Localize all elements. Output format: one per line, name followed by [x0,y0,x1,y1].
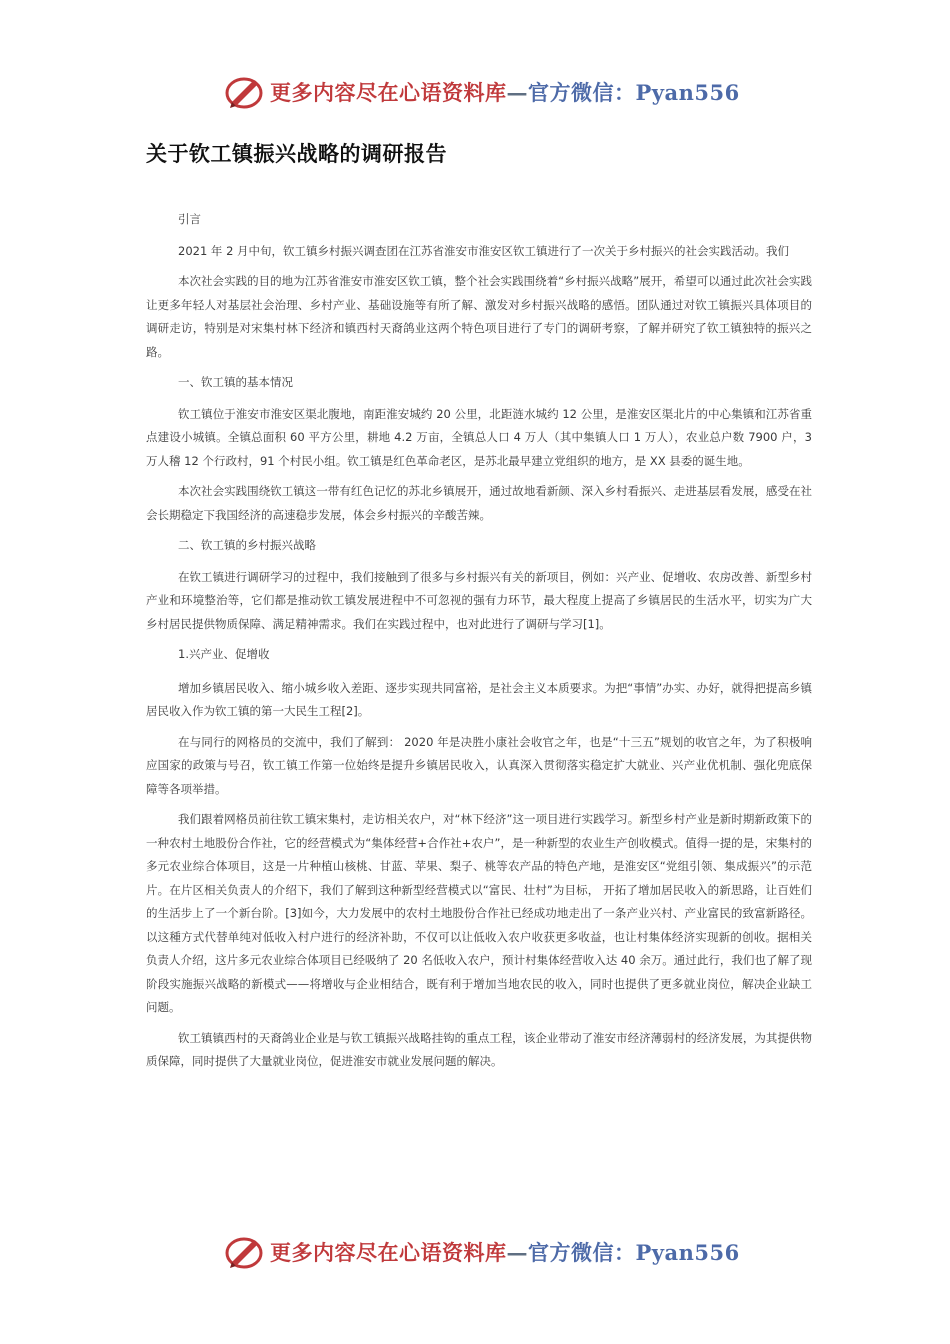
paragraph: 增加乡镇居民收入、缩小城乡收入差距、逐步实现共同富裕，是社会主义本质要求。为把“事情”办实、办好，就得把提高乡镇居民收入作为钦工镇的第一大民生工程[2]。 [146,680,812,718]
banner-separator: — [506,1240,528,1265]
paragraph: 本次社会实践的目的地为江苏省淮安市淮安区钦工镇，整个社会实践围绕着“乡村振兴战略”展开，希望可以通过此次社会实践让更多年轻人对基层社会治理、乡村产业、基础设施等有所了解、激发对乡村振兴战略的感悟。团队通过对钦工镇振兴具体项目的调研走访，特别是对宋集村林下经济和镇西村天裔鸽业这两个特色项目进行了专门的调研考察，了解并研究了钦工镇独特的振兴之路。 [146,274,812,359]
pen-logo-icon [222,72,266,112]
paragraph: 我们跟着网格员前往钦工镇宋集村，走访相关农户，对“林下经济”这一项目进行实践学习。新型乡村产业是新时期新政策下的一种农村土地股份合作社，它的经营模式为“集体经营+合作社+农户”，是一种新型的农业生产创收模式。值得一提的是，宋集村的多元农业综合体项目，这是一片种植山核桃、甘蓝、苹果、梨子、桃等农产品的特色产地，是淮安区“党组引领、集成振兴”的示范片。在片区相关负责人的介绍下，我们了解到这种新型经营模式以“富民、壮村”为目标， 开拓了增加居民收入的新思路，让百姓们的生活步上了一个新台阶。[3]如今，大力发展中的农村土地股份合作社已经成功地走出了一条产业兴村、产业富民的致富新路径。以这種方式代替单纯对低收入村户进行的经济补助，不仅可以让低收入农户收获更多收益，也让村集体经济实现新的创收。据相关负责人介绍，这片多元农业综合体项目已经吸纳了 20 名低收入农户，预计村集体经营收入达 40 余万。通过此行，我们也了解了现阶段实施振兴战略的新模式——将增收与企业相结合，既有利于增加当地农民的收入，同时也提供了更多就业岗位，解决企业缺工问题。 [146,812,812,1014]
banner-wechat-text: 官方微信：Pyan556 [528,1240,740,1265]
banner-main-text: 更多内容尽在心语资料库 [270,80,507,105]
paragraph: 在与同行的网格员的交流中，我们了解到： 2020 年是决胜小康社会收官之年，也是“十三五”规划的收官之年，为了积极响应国家的政策与号召，钦工镇工作第一位始终是提升乡镇居民收入，认真深入贯彻落实稳定扩大就业、兴产业优机制、强化兜底保障等各项举措。 [146,734,812,796]
banner-main-text: 更多内容尽在心语资料库 [270,1240,507,1265]
paragraph: 本次社会实践围绕钦工镇这一带有红色记忆的苏北乡镇展开，通过故地看新颜、深入乡村看振兴、走进基层看发展，感受在社会长期稳定下我国经济的高速稳步发展，体会乡村振兴的辛酸苦辣。 [146,484,812,522]
section-heading-intro: 引言 [178,212,201,226]
header-banner [222,72,740,112]
banner-text [270,77,740,107]
subsection-heading: 1.兴产业、促增收 [178,647,270,661]
pen-logo-icon [222,1232,266,1272]
document-body [146,208,812,1081]
paragraph: 钦工镇镇西村的天裔鸽业企业是与钦工镇振兴战略挂钩的重点工程，该企业带动了淮安市经济薄弱村的经济发展，为其提供物质保障，同时提供了大量就业岗位，促进淮安市就业发展问题的解决。 [146,1030,812,1068]
paragraph: 钦工镇位于淮安市淮安区渠北腹地，南距淮安城约 20 公里，北距涟水城约 12 公里，是淮安区渠北片的中心集镇和江苏省重点建设小城镇。全镇总面积 60 平方公里，耕地 4.2 万亩，全镇总人口 4 万人（其中集镇人口 1 万人），农业总户数 7900 户，3 万人稽 12 个行政村，91 个村民小组。钦工镇是红色革命老区，是苏北最早建立党组织的地方，是 XX 县委的诞生地。 [146,406,812,468]
footer-banner [222,1232,740,1272]
document-title: 关于钦工镇振兴战略的调研报告 [146,142,447,166]
paragraph: 在钦工镇进行调研学习的过程中，我们接触到了很多与乡村振兴有关的新项目，例如：兴产业、促增收、农房改善、新型乡村产业和环境整治等，它们都是推动钦工镇发展进程中不可忽视的强有力环节，最大程度上提高了乡镇居民的生活水平，切实为广大乡村居民提供物质保障、满足精神需求。我们在实践过程中，也对此进行了调研与学习[1]。 [146,569,812,631]
paragraph: 2021 年 2 月中旬，钦工镇乡村振兴调查团在江苏省淮安市淮安区钦工镇进行了一次关于乡村振兴的社会实践活动。我们 [178,243,790,258]
banner-wechat-text: 官方微信：Pyan556 [528,80,740,105]
banner-separator: — [506,80,528,105]
section-heading-basic-info: 一、钦工镇的基本情况 [178,375,293,389]
banner-text [270,1237,740,1267]
section-heading-strategy: 二、钦工镇的乡村振兴战略 [178,538,316,552]
